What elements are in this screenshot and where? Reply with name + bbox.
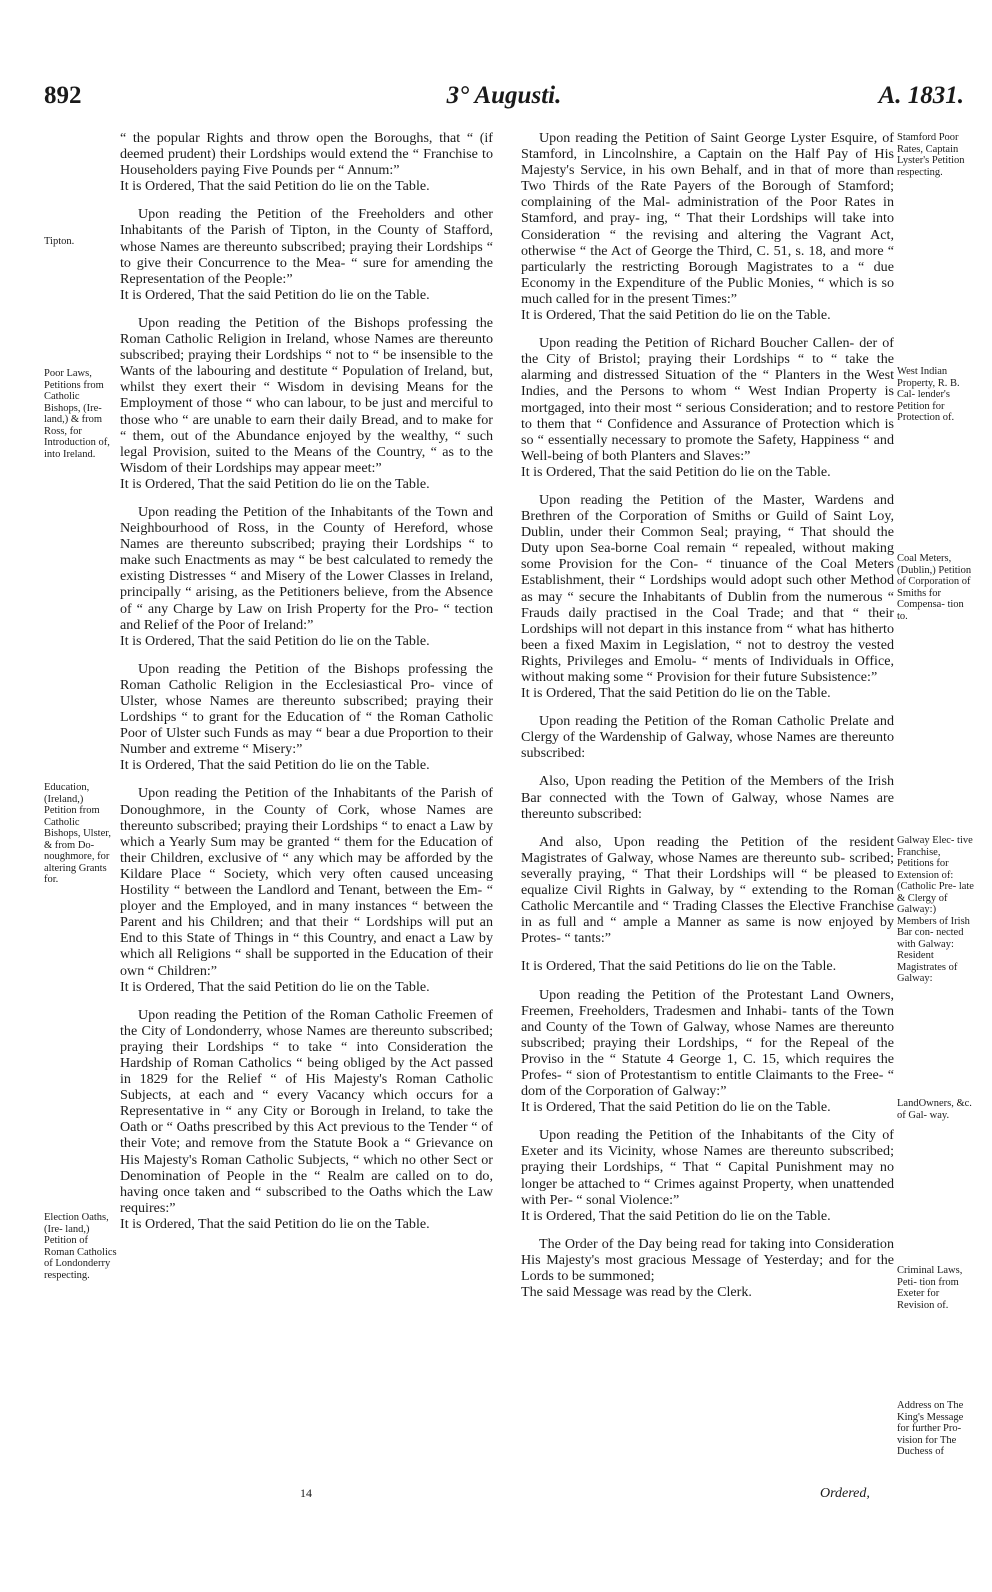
margin-note-landowners: LandOwners, &c. of Gal- way. (897, 1098, 972, 1121)
entry-galway-landowners (521, 987, 894, 1116)
entry-order: It is Ordered, That the said Petition do lie on the Table. (120, 475, 430, 492)
entry-ross (120, 504, 493, 649)
margin-note-stamford: Stamford Poor Rates, Captain Lyster's Petition respecting. (897, 132, 965, 178)
entry-text: Upon reading the Petition of the Bishops professing the Roman Catholic Religion in the Ecclesiastical Pro- vince of Ulster, whose Names are thereunto subscribed; praying their Lordships “ to grant for the Education of “ the Roman Catholic Poor of Ulster such Funds as may “ bear a due Proportion to their Number and extreme “ Misery:” (120, 660, 493, 758)
margin-note-galway: Galway Elec- tive Franchise, Petitions for Extension of: (Catholic Pre- late & Clergy of Galway:) Members of Irish Bar con- nected with Galway: Resident Magistrates of Galway: (897, 835, 974, 984)
margin-note-west-indian: West Indian Property, R. B. Cal- lender's Petition for Protection of. (897, 366, 960, 423)
page-number: 892 (44, 82, 82, 109)
entry-order: It is Ordered, That the said Petition do lie on the Table. (521, 1207, 831, 1224)
entry-text: Upon reading the Petition of the Master, Wardens and Brethren of the Corporation of Smiths or Guild of Saint Loy, Dublin, under their Common Seal; praying, “ That should the Duty upon Sea-borne Coal remain “ repealed, without making some Provision for the Con- “ tinuance of the Coal Meters Establishment, their “ Lordships would adopt such other Method as may “ secure the Inhabitants of Dublin from the numerous “ Frauds daily practised in the Coal Trade; and that “ their Lordships will not depart in this instance from “ what has hitherto been a fixed Maxim in Legislation, “ not to destroy the vested Rights, Privileges and Emolu- “ ments of Individuals in Office, without making some “ Provision for their future Subsistence:” (521, 491, 894, 685)
entry-text: “ the popular Rights and throw open the Boroughs, that “ (if deemed prudent) their Lordships would extend the “ Franchise to Householders paying Five Pounds per “ Annum:” (120, 130, 493, 179)
page-header (44, 82, 964, 118)
entry-order: It is Ordered, That the said Petition do lie on the Table. (120, 178, 430, 195)
margin-note-education: Education, (Ireland,) Petition from Catholic Bishops, Ulster, & from Do- noughmore, for altering Grants for. (44, 782, 111, 885)
running-title: 3° Augusti. (446, 82, 562, 109)
entry-donoughmore (120, 785, 493, 994)
entry-order: It is Ordered, That the said Petitions do lie on the Table. (521, 958, 837, 975)
entry-galway-clergy (521, 713, 894, 761)
margin-note-poor-laws: Poor Laws, Petitions from Catholic Bishops, (Ire- land,) & from Ross, for Introduction of, into Ireland. (44, 368, 110, 460)
entry-order: It is Ordered, That the said Petition do lie on the Table. (120, 978, 430, 995)
entry-text: Upon reading the Petition of the Inhabitants of the Town and Neighbourhood of Ross, in the County of Hereford, whose Names are thereunto subscribed; praying their Lordships “ to make such Enactments as may “ be best calculated to remedy the existing Distresses “ and Misery of the Lower Classes in Ireland, principally “ arising, as the Petitioners believe, from the Absence of “ any Charge by Law on Irish Property for the Pro- “ tection and Relief of the Poor of Ireland:” (120, 503, 493, 633)
entry-callender (521, 335, 894, 480)
entry-coal-meters (521, 492, 894, 701)
entry-order: It is Ordered, That the said Petition do lie on the Table. (521, 685, 831, 702)
entry-order: It is Ordered, That the said Petition do lie on the Table. (120, 632, 430, 649)
entry-order: It is Ordered, That the said Petition do lie on the Table. (120, 286, 430, 303)
entry-text: Upon reading the Petition of the Inhabitants of the Parish of Donoughmore, in the County of Cork, whose Names are thereunto subscribed; praying their Lordships “ to enact a Law by which a Yearly Sum may be granted “ them for the Education of their Children, exclusive of “ any which may be afforded by the Kildare Place “ Society, which very often caused unceasing Hostility “ between the Landlord and Tenant, between the Em- “ ployer and the Employed, and in many instances “ between the Parent and his Children; and that their “ Lordships will put an End to this State of Things in “ this Country, and enact a Law by which all Religions “ shall be supported in the Education of their own “ Children:” (120, 785, 493, 979)
margin-note-coal-meters: Coal Meters, (Dublin,) Petition of Corporation of Smiths for Compensa- tion to. (897, 553, 972, 622)
margin-note-address: Address on The King's Message for further Pro- vision for The Duchess of (897, 1400, 964, 1457)
entry-text: Upon reading the Petition of the Bishops professing the Roman Catholic Religion in Ireland, whose Names are thereunto subscribed; praying their Lordships “ not to “ be insensible to the Wants of the labouring and destitute “ Population of Ireland, but, whilst they exert their “ Wisdom in devising Means for the Employment of those “ who can labour, to be just and merciful to those who “ are unable to earn their daily Bread, and to make for “ them, out of the Abundance enjoyed by the wealthy, “ such legal Provision, suited to the Means of the Country, “ as to the Wisdom of their Lordships may appear meet:” (120, 314, 493, 476)
entry-order: It is Ordered, That the said Petition do lie on the Table. (120, 1215, 430, 1232)
entry-stamford (521, 130, 894, 323)
margin-note-criminal-laws: Criminal Laws, Peti- tion from Exeter for Revision of. (897, 1265, 963, 1311)
entry-text: Upon reading the Petition of the Freeholders and other Inhabitants of the Parish of Tipton, in the County of Stafford, whose Names are thereunto subscribed; praying their Lordships “ to give their Concurrence to the Mea- “ sure for amending the Representation of the People:” (120, 206, 493, 287)
margin-note-tipton: Tipton. (44, 236, 75, 247)
entry-popular-rights (120, 130, 493, 194)
entry-exeter (521, 1127, 894, 1224)
entry-galway-magistrates (521, 834, 894, 947)
entry-text: Upon reading the Petition of the Protestant Land Owners, Freemen, Freeholders, Tradesmen and Inhabi- tants of the Town and County of the Town of Galway, whose Names are thereunto subscribed; praying their Lordships, “ for the Repeal of the Proviso in the “ Statute 4 George 1, C. 15, which requires the Profes- “ sion of Protestantism to entitle Claimants to the Free- “ dom of the Corporation of Galway:” (521, 986, 894, 1100)
entry-order: It is Ordered, That the said Petition do lie on the Table. (521, 307, 831, 324)
entry-order: It is Ordered, That the said Petition do lie on the Table. (521, 1099, 831, 1116)
entry-text: The Order of the Day being read for taking into Consideration His Majesty's most gracious Message of Yesterday; and for the Lords to be summoned; (521, 1235, 894, 1284)
entry-text: Upon reading the Petition of the Inhabitants of the City of Exeter and its Vicinity, whose Names are thereunto subscribed; praying their Lordships, “ That “ Capital Punishment may no longer be attached to “ Crimes against Property, when unattended with Per- “ sonal Violence:” (521, 1127, 894, 1208)
catchword: Ordered, (820, 1486, 870, 1501)
entry-order-of-day (521, 1236, 894, 1300)
entry-text: Upon reading the Petition of the Roman Catholic Prelate and Clergy of the Wardenship of Galway, whose Names are thereunto subscribed: (521, 713, 894, 762)
left-column (120, 130, 493, 1244)
entry-ulster (120, 661, 493, 774)
entry-text: And also, Upon reading the Petition of the resident Magistrates of Galway, whose Names are thereunto sub- scribed; severally praying, “ That their Lordships will “ be pleased to equalize Civil Rights in Galway, by “ extending to the Roman Catholic Mercantile and “ Trading Classes the Elective Franchise in as full and “ ample a Manner as same is now enjoyed by Protes- “ tants:” (521, 833, 894, 947)
signature-mark: 14 (300, 1486, 312, 1500)
running-year: A. 1831. (878, 82, 964, 109)
entry-text: Also, Upon reading the Petition of the Members of the Irish Bar connected with the Town of Galway, whose Names are thereunto subscribed: (521, 773, 894, 822)
entry-galway-bar (521, 773, 894, 821)
entry-galway-order (521, 958, 894, 974)
margin-note-election-oaths: Election Oaths, (Ire- land,) Petition of Roman Catholics of Londonderry respecting. (44, 1212, 117, 1281)
entry-order: The said Message was read by the Clerk. (521, 1284, 752, 1301)
entry-text: Upon reading the Petition of the Roman Catholic Freemen of the City of Londonderry, whose Names are thereunto subscribed; praying their Lordships “ to take “ into Consideration the Hardship of Roman Catholics “ being obliged by the Act passed in 1829 for the Relief “ of His Majesty's Roman Catholic Subjects, at each and “ every Vacancy which occurs for a Representative in “ any City or Borough in Ireland, to take the Oath or “ Oaths prescribed by this Act previous to the Tender “ of their Vote; and remove from the Statute Book a “ Grievance on His Majesty's Roman Catholic Subjects, “ which no other Sect or Denomination of People in the “ Realm are called on to do, having once taken and “ subscribed to the Oaths which the Law requires:” (120, 1006, 493, 1216)
entry-londonderry (120, 1007, 493, 1232)
entry-text: Upon reading the Petition of Richard Boucher Callen- der of the City of Bristol; praying their Lordships “ to “ take the alarming and distressed Situation of the “ Planters in the West Indies, and the Persons to whom “ West Indian Property is mortgaged, into their most “ serious Consideration; and to restore to them that “ Confidence and Assurance of Protection which is so “ essentially necessary to promote the Safety, Happiness “ and Well-being of both Planters and Slaves:” (521, 335, 894, 464)
entry-bishops-ireland (120, 315, 493, 492)
entry-text: Upon reading the Petition of Saint George Lyster Esquire, of Stamford, in Lincolnshire, a Captain on the Half Pay of His Majesty's Service, in his own Behalf, and in that of more than Two Thirds of the Rate Payers of the Borough of Stamford; complaining of the Mal- administration of the Poor Rates in Stamford, and pray- ing, “ That their Lordships will take into Consideration “ the revising and altering the Vagrant Act, otherwise “ the Act of George the Third, C. 51, s. 18, and more “ particularly the restricting Borough Magistrates to a “ due Economy in the Expenditure of the Public Monies, “ which is so much called for in the present Times:” (521, 130, 894, 307)
entry-order: It is Ordered, That the said Petition do lie on the Table. (120, 757, 430, 774)
right-column (521, 130, 894, 1312)
entry-order: It is Ordered, That the said Petition do lie on the Table. (521, 463, 831, 480)
entry-tipton (120, 206, 493, 303)
